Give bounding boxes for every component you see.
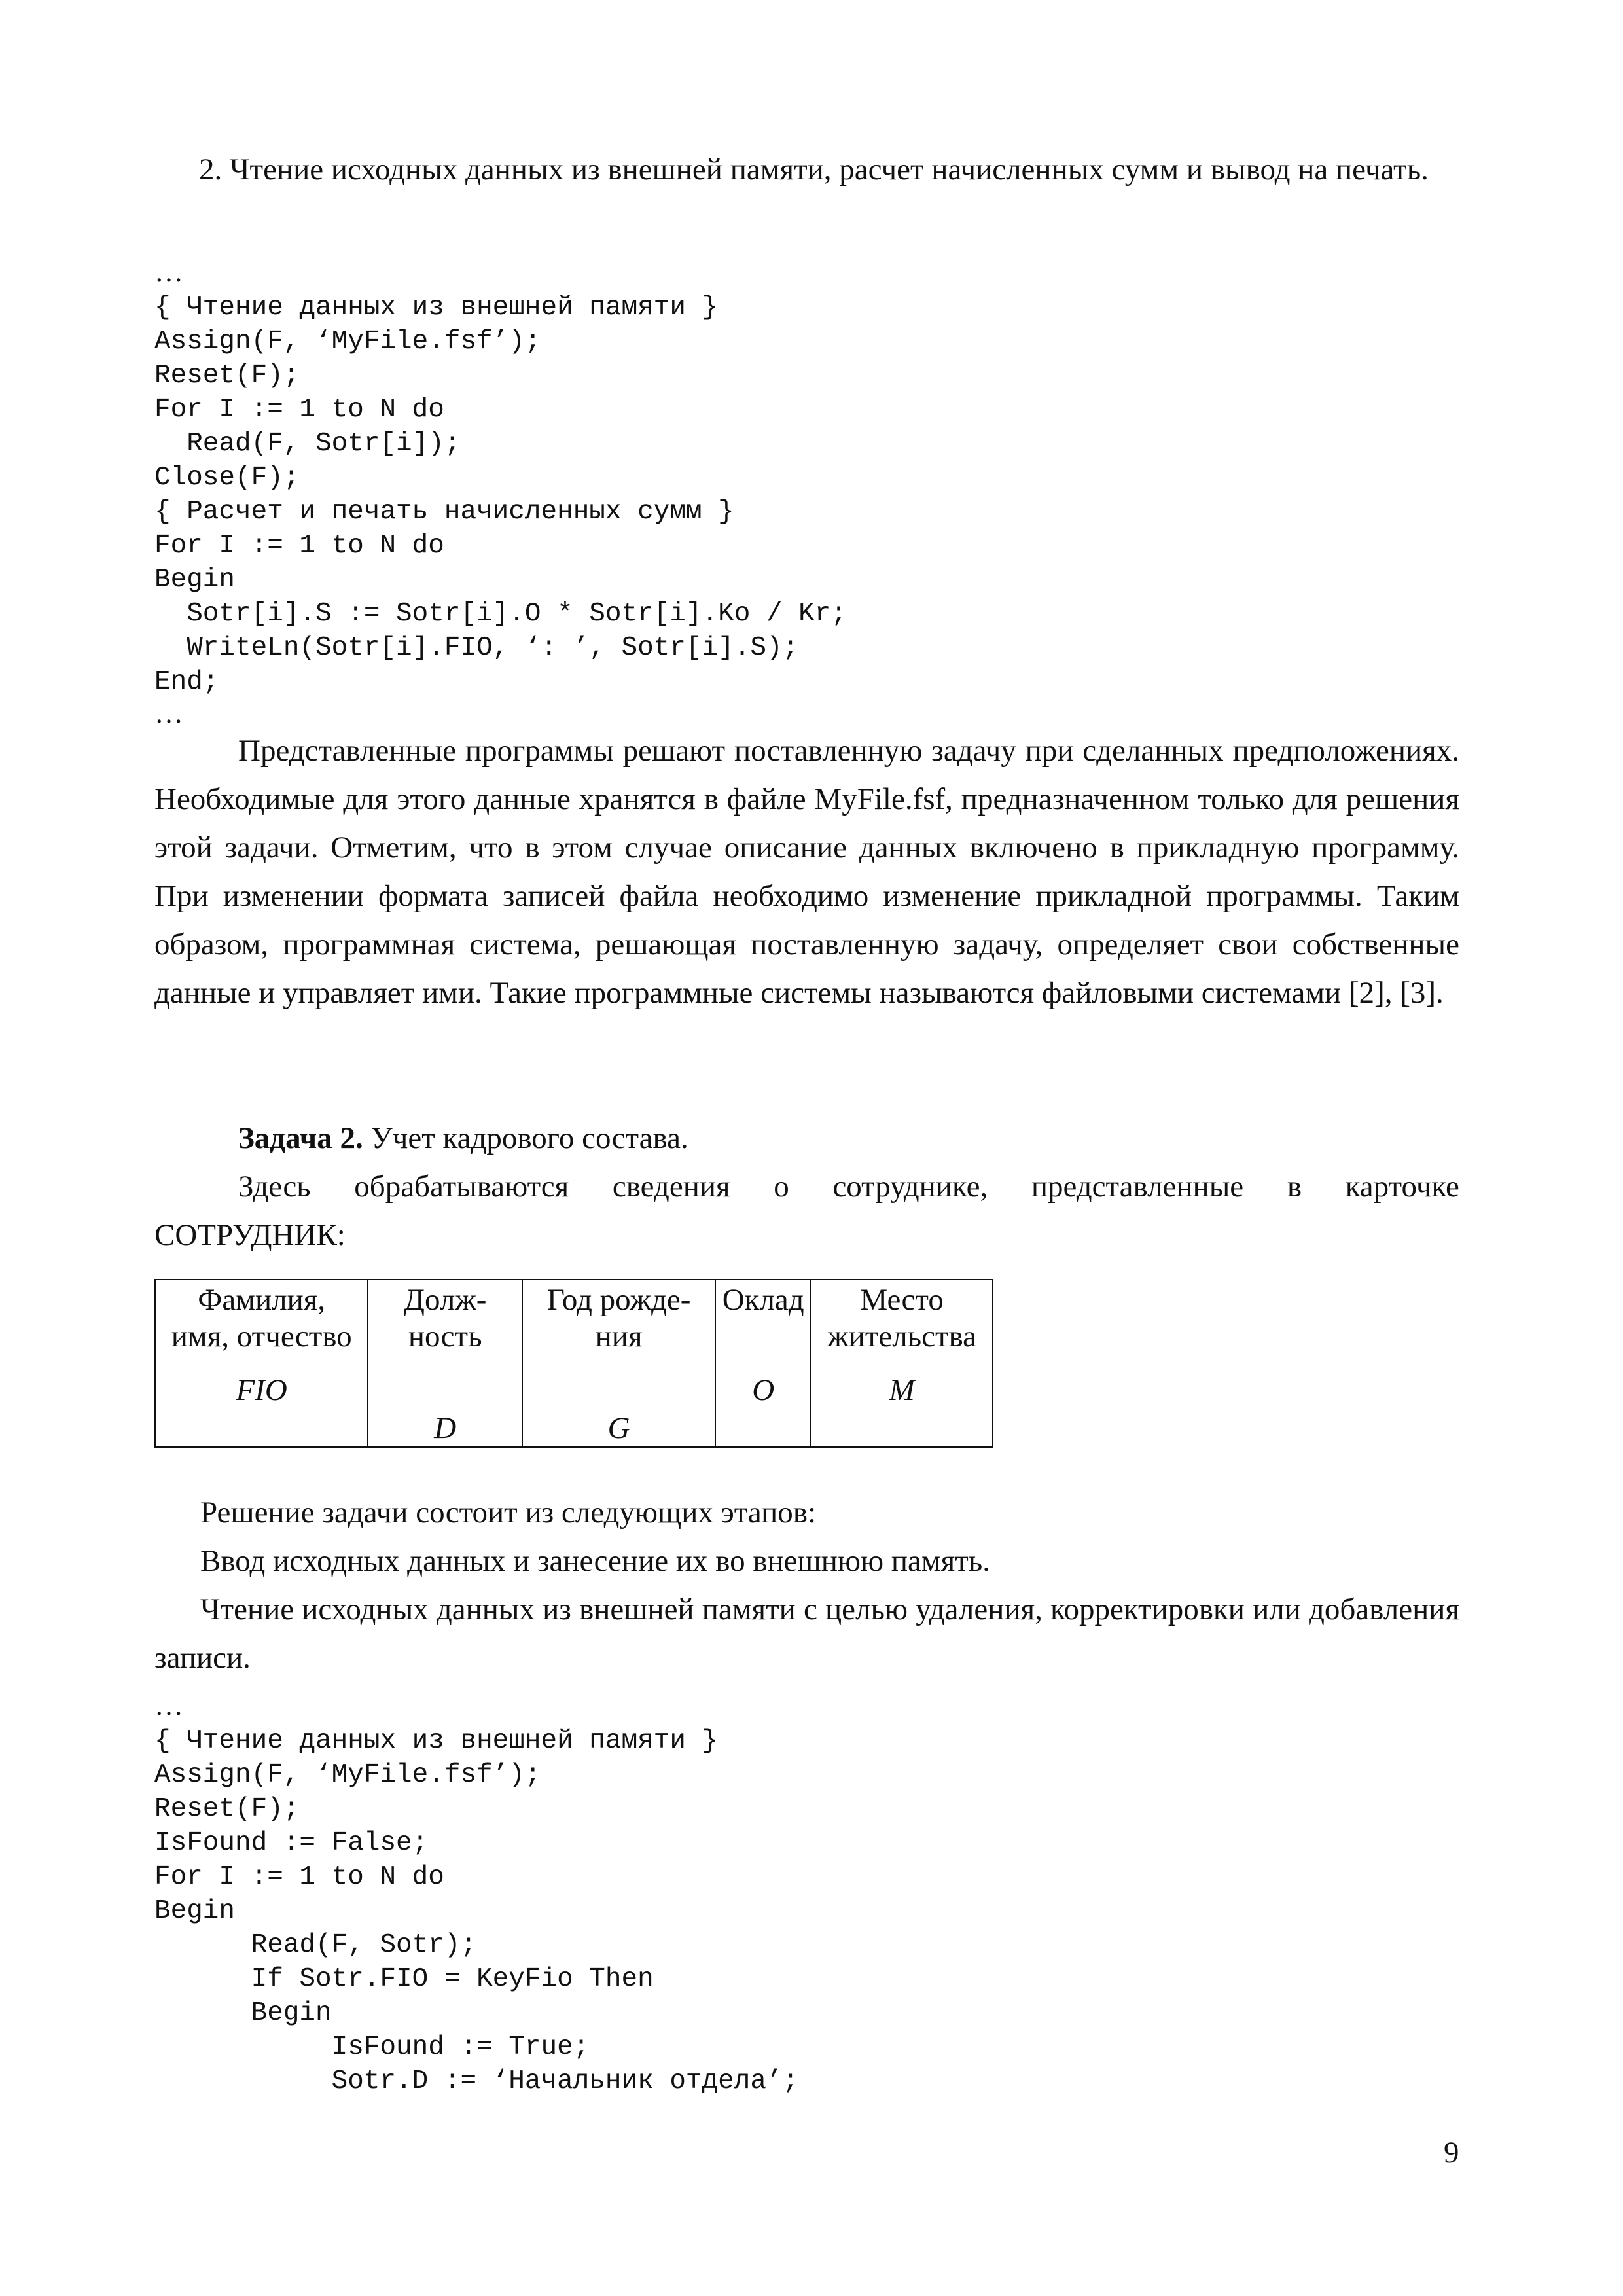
- field-code: M: [889, 1373, 915, 1407]
- table-cell-fio: Фамилия, имя, отчество FIO: [155, 1280, 368, 1447]
- code-line: For I := 1 to N do: [154, 395, 444, 425]
- code-line: IsFound := False;: [154, 1828, 429, 1858]
- code-line: { Расчет и печать начисленных сумм }: [154, 497, 734, 527]
- ellipsis-top: …: [154, 256, 183, 288]
- field-code: D: [434, 1411, 457, 1445]
- code-line: Assign(F, ‘MyFile.fsf’);: [154, 1760, 541, 1790]
- code-line: Assign(F, ‘MyFile.fsf’);: [154, 327, 541, 357]
- code-line: Begin: [154, 1998, 332, 2028]
- page-number: 9: [1444, 2136, 1459, 2170]
- table-cell-position: Долж- ность D: [368, 1280, 522, 1447]
- stage-1: Ввод исходных данных и занесение их во внешнюю память.: [200, 1544, 990, 1578]
- intro-word: о: [774, 1170, 789, 1204]
- body-paragraph: Представленные программы решают поставленную задачу при сделанных предположениях. Необходимые для этого данные хранятся в файле MyFile.fsf, предназначенном только для решения этой задачи. Отметим, что в этом случае описание данных включено в прикладную программу. При изменении формата записей файла необходимо изменение прикладной программы. Таким образом, программная система, решающая поставленную задачу, определяет свои собственные данные и управляет ими. Такие программные системы называются файловыми системами [2], [3].: [154, 734, 1459, 1010]
- intro-word: карточке: [1345, 1170, 1459, 1204]
- task2-intro-line: [238, 1162, 1459, 1211]
- section1-paragraph: 2. Чтение исходных данных из внешней памяти, расчет начисленных сумм и вывод на печать.: [199, 152, 1429, 187]
- field-code: O: [752, 1373, 775, 1407]
- code-line: If Sotr.FIO = KeyFio Then: [154, 1964, 654, 1994]
- ellipsis-bottom: …: [154, 697, 183, 729]
- code-line: Read(F, Sotr);: [154, 1930, 477, 1960]
- code-line: Sotr.D := ‘Начальник отдела’;: [154, 2066, 799, 2096]
- code-line: Close(F);: [154, 463, 300, 493]
- intro-word: Здесь: [238, 1170, 311, 1204]
- employee-card-table: [154, 1279, 993, 1448]
- table-cell-salary: Оклад O: [715, 1280, 811, 1447]
- code-block-1: [154, 291, 847, 699]
- table-cell-birth-year: Год рожде- ния G: [522, 1280, 715, 1447]
- code-line: Sotr[i].S := Sotr[i].O * Sotr[i].Ko / Kr;: [154, 599, 847, 629]
- task2-heading: [238, 1114, 688, 1162]
- code-line: Begin: [154, 1896, 236, 1926]
- code-line: End;: [154, 667, 219, 697]
- stages-intro: Решение задачи состоит из следующих этапов:: [200, 1496, 817, 1530]
- ellipsis-section2: …: [154, 1689, 183, 1721]
- code-line: Reset(F);: [154, 361, 300, 391]
- code-line: WriteLn(Sotr[i].FIO, ‘: ’, Sotr[i].S);: [154, 633, 799, 663]
- intro-word: сотруднике,: [832, 1170, 988, 1204]
- code-line: { Чтение данных из внешней памяти }: [154, 1726, 719, 1756]
- code-line: For I := 1 to N do: [154, 531, 444, 561]
- code-block-2: [154, 1724, 798, 2098]
- intro-word: обрабатываются: [354, 1170, 569, 1204]
- code-line: Begin: [154, 565, 236, 595]
- table-cell-residence: Место жительства M: [811, 1280, 993, 1447]
- field-code: FIO: [236, 1373, 287, 1407]
- task2-title: Учет кадрового состава.: [370, 1121, 688, 1155]
- code-line: Reset(F);: [154, 1794, 300, 1824]
- intro-word: в: [1287, 1170, 1302, 1204]
- code-line: For I := 1 to N do: [154, 1862, 444, 1892]
- stage-2: Чтение исходных данных из внешней памяти с целью удаления, корректировки или добавления записи.: [154, 1592, 1459, 1675]
- table-row: [155, 1280, 993, 1447]
- code-line: IsFound := True;: [154, 2032, 590, 2062]
- field-code: G: [607, 1411, 630, 1445]
- code-line: Read(F, Sotr[i]);: [154, 429, 461, 459]
- task2-label: Задача 2.: [238, 1121, 363, 1155]
- task2-intro-end: СОТРУДНИК:: [154, 1218, 346, 1252]
- code-line: { Чтение данных из внешней памяти }: [154, 293, 719, 323]
- intro-word: представленные: [1031, 1170, 1244, 1204]
- intro-word: сведения: [612, 1170, 730, 1204]
